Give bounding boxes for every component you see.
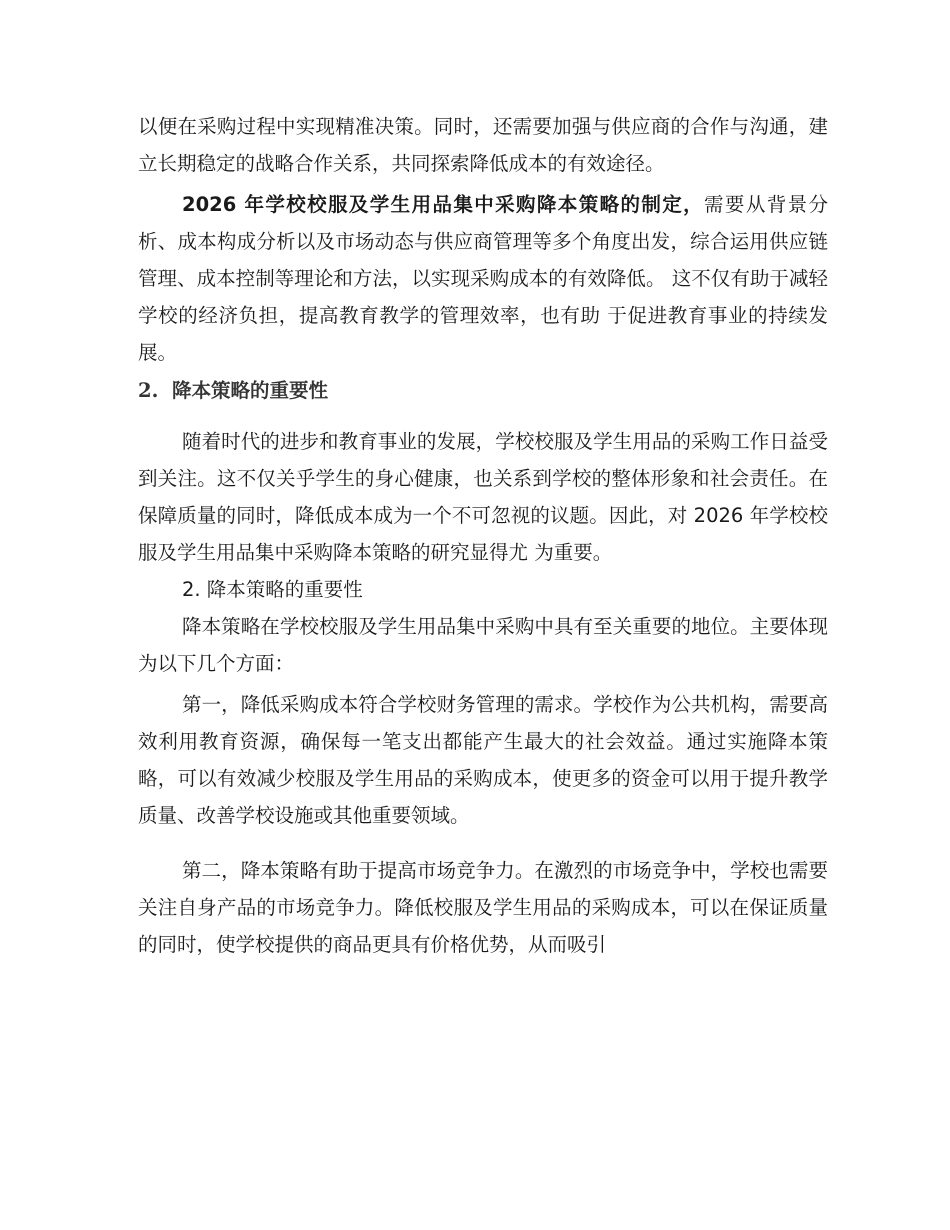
paragraph-strategy-summary	[138, 186, 828, 371]
subsection-heading: 2. 降本策略的重要性	[182, 578, 363, 601]
paragraph-continuation: 以便在采购过程中实现精准决策。同时，还需要加强与供应商的合作与沟通，建立长期稳定的战略合作关系，共同探索降低成本的有效途径。	[138, 115, 828, 175]
paragraph-background: 随着时代的进步和教育事业的发展，学校校服及学生用品的采购工作日益受到关注。这不仅关乎学生的身心健康，也关系到学校的整体形象和社会责任。在保障质量的同时，降低成本成为一个不可忽视的议题。因此，对 2026 年学校校服及学生用品集中采购降本策略的研究显得尤 为重要。	[138, 430, 828, 564]
bold-lead-text: 2026 年学校校服及学生用品集中采购降本策略的制定，	[182, 193, 705, 216]
section-heading-number: 2.	[138, 379, 159, 402]
paragraph-strategy-summary-text: 需要从背景分析、成本构成分析以及市场动态与供应商管理等多个角度出发，综合运用供应链管理、成本控制等理论和方法，以实现采购成本的有效降低。 这不仅有助于减轻学校的经济负担，提高教育教学的管理效率，也有助 于促进教育事业的持续发展。	[138, 193, 828, 364]
paragraph-point-two: 第二，降本策略有助于提高市场竞争力。在激烈的市场竞争中，学校也需要关注自身产品的市场竞争力。降低校服及学生用品的采购成本，可以在保证质量的同时，使学校提供的商品更具有价格优势，从而吸引	[138, 859, 828, 956]
section-heading-text: 降本策略的重要性	[172, 379, 329, 402]
paragraph-point-one: 第一，降低采购成本符合学校财务管理的需求。学校作为公共机构，需要高效利用教育资源，确保每一笔支出都能产生最大的社会效益。通过实施降本策略，可以有效减少校服及学生用品的采购成本，使更多的资金可以用于提升教学质量、改善学校设施或其他重要领域。	[138, 693, 828, 827]
paragraph-importance-intro: 降本策略在学校校服及学生用品集中采购中具有至关重要的地位。主要体现为以下几个方面：	[138, 615, 828, 675]
section-heading	[138, 371, 828, 411]
document-body	[138, 108, 828, 963]
